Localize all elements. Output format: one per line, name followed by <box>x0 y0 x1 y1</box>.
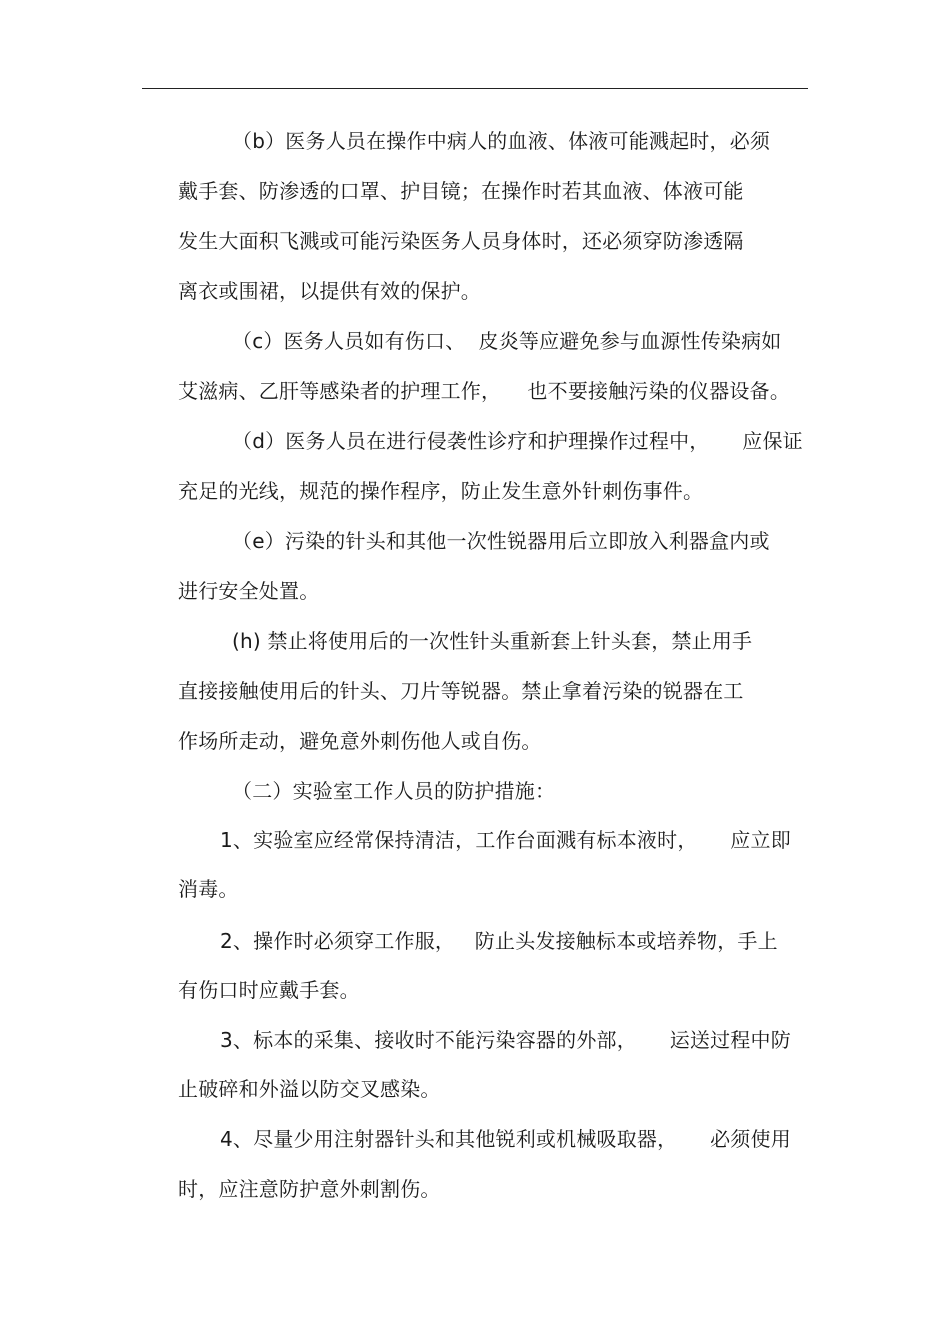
section-heading: （二）实验室工作人员的防护措施： <box>232 779 556 803</box>
header-rule <box>142 88 808 89</box>
item-4-line-1: 4、尽量少用注射器针头和其他锐利或机械吸取器， 必须使用 <box>220 1127 791 1151</box>
paragraph-b-line-3: 发生大面积飞溅或可能污染医务人员身体时，还必须穿防渗透隔 <box>178 229 744 253</box>
paragraph-d-line-1: （d）医务人员在进行侵袭性诊疗和护理操作过程中， 应保证 <box>232 429 803 453</box>
paragraph-b-line-2: 戴手套、防渗透的口罩、护目镜；在操作时若其血液、体液可能 <box>178 179 744 203</box>
item-3-line-2: 止破碎和外溢以防交叉感染。 <box>178 1077 441 1101</box>
item-1-line-2: 消毒。 <box>178 877 239 901</box>
paragraph-d-line-2: 充足的光线，规范的操作程序，防止发生意外针刺伤事件。 <box>178 479 704 503</box>
item-4-line-2: 时，应注意防护意外刺割伤。 <box>178 1177 441 1201</box>
paragraph-h-line-1: (h) 禁止将使用后的一次性针头重新套上针头套，禁止用手 <box>232 629 753 653</box>
item-3-line-1: 3、标本的采集、接收时不能污染容器的外部， 运送过程中防 <box>220 1028 791 1052</box>
item-2-line-2: 有伤口时应戴手套。 <box>178 978 360 1002</box>
paragraph-c-line-2: 艾滋病、乙肝等感染者的护理工作， 也不要接触污染的仪器设备。 <box>178 379 791 403</box>
paragraph-b-line-1: （b）医务人员在操作中病人的血液、体液可能溅起时，必须 <box>232 129 771 153</box>
paragraph-e-line-2: 进行安全处置。 <box>178 579 320 603</box>
paragraph-e-line-1: （e）污染的针头和其他一次性锐器用后立即放入利器盒内或 <box>232 529 770 553</box>
paragraph-b-line-4: 离衣或围裙，以提供有效的保护。 <box>178 279 481 303</box>
paragraph-c-line-1: （c）医务人员如有伤口、 皮炎等应避免参与血源性传染病如 <box>232 329 782 353</box>
paragraph-h-line-3: 作场所走动，避免意外刺伤他人或自伤。 <box>178 729 542 753</box>
item-1-line-1: 1、实验室应经常保持清洁，工作台面溅有标本液时， 应立即 <box>220 828 791 852</box>
item-2-line-1: 2、操作时必须穿工作服， 防止头发接触标本或培养物，手上 <box>220 929 778 953</box>
paragraph-h-line-2: 直接接触使用后的针头、刀片等锐器。禁止拿着污染的锐器在工 <box>178 679 744 703</box>
